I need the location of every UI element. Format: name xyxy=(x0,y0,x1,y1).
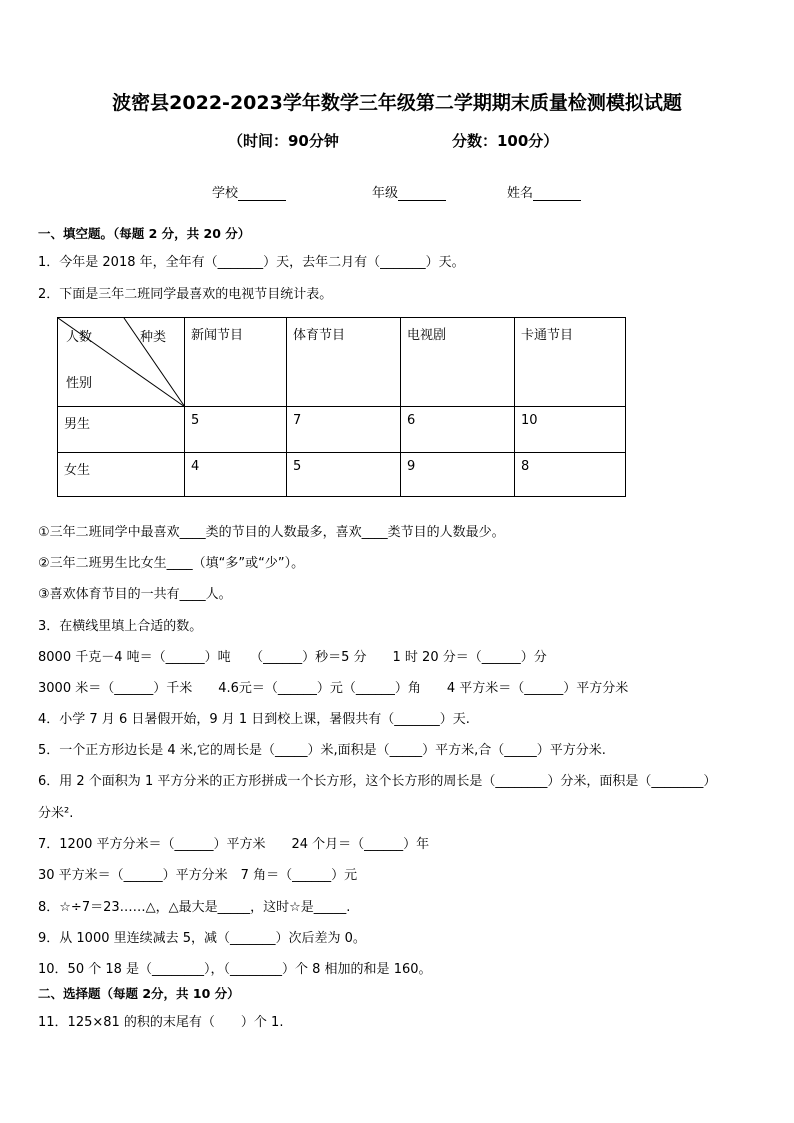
section-heading-fill: 一、填空题。（每题 2 分，共 20 分） xyxy=(38,226,251,241)
question-2-part-2: ②三年二班男生比女生____（填“多”或“少”）。 xyxy=(38,556,305,571)
table-cell: 7 xyxy=(287,407,401,453)
question-3-row-2: 3000 米＝（______）千米 4.6元＝（______）元（______）角 4 平方米＝（______）平方分米 xyxy=(38,681,629,696)
question-7-row-2: 30 平方米＝（______）平方分米 7 角＝（______）元 xyxy=(38,868,358,883)
row-label: 女生 xyxy=(58,453,185,497)
corner-label-count: 人数 xyxy=(66,330,93,345)
row-label: 男生 xyxy=(58,407,185,453)
table-cell: 9 xyxy=(401,453,515,497)
question-3: 3．在横线里填上合适的数。 xyxy=(38,619,203,634)
table-header: 电视剧 xyxy=(401,318,515,407)
section-heading-choice: 二、选择题（每题 2分，共 10 分） xyxy=(38,986,240,1001)
question-10: 10．50 个 18 是（________），（________）个 8 相加的和是 160。 xyxy=(38,962,432,977)
question-9: 9．从 1000 里连续减去 5，减（_______）次后差为 0。 xyxy=(38,931,366,946)
table-header: 卡通节目 xyxy=(515,318,626,407)
name-field[interactable] xyxy=(507,182,581,201)
question-6-cont: 分米². xyxy=(38,806,74,821)
table-row xyxy=(58,453,626,497)
school-label: 学校 xyxy=(212,186,239,201)
table-cell: 8 xyxy=(515,453,626,497)
question-1: 1．今年是 2018 年，全年有（_______）天，去年二月有（_______）天。 xyxy=(38,255,465,270)
question-2: 2．下面是三年二班同学最喜欢的电视节目统计表。 xyxy=(38,287,333,302)
school-field[interactable] xyxy=(212,182,286,201)
school-blank[interactable] xyxy=(238,188,286,201)
table-cell: 4 xyxy=(185,453,287,497)
table-cell: 5 xyxy=(185,407,287,453)
question-7: 7．1200 平方分米＝（______）平方米 24 个月＝（______）年 xyxy=(38,837,430,852)
question-6: 6．用 2 个面积为 1 平方分米的正方形拼成一个长方形，这个长方形的周长是（________）分米，面积是（________） xyxy=(38,774,717,789)
table-header: 新闻节目 xyxy=(185,318,287,407)
question-11: 11．125×81 的积的末尾有（ ）个 1. xyxy=(38,1015,284,1030)
question-2-part-3: ③喜欢体育节目的一共有____人。 xyxy=(38,587,232,602)
corner-label-gender: 性别 xyxy=(66,376,93,391)
question-3-row-1: 8000 千克－4 吨＝（______）吨 （______）秒＝5 分 1 时 20 分＝（______）分 xyxy=(38,650,547,665)
name-blank[interactable] xyxy=(533,188,581,201)
question-8: 8．☆÷7＝23……△，△最大是_____，这时☆是_____. xyxy=(38,900,351,915)
table-cell: 10 xyxy=(515,407,626,453)
grade-field[interactable] xyxy=(372,182,446,201)
question-4: 4．小学 7 月 6 日暑假开始，9 月 1 日到校上课，暑假共有（_______）天. xyxy=(38,712,470,727)
grade-label: 年级 xyxy=(372,186,399,201)
name-label: 姓名 xyxy=(507,186,534,201)
question-5: 5．一个正方形边长是 4 米,它的周长是（_____）米,面积是（_____）平方米,合（_____）平方分米. xyxy=(38,743,606,758)
tv-program-table xyxy=(57,317,626,497)
question-2-part-1: ①三年二班同学中最喜欢____类的节目的人数最多，喜欢____类节目的人数最少。 xyxy=(38,525,505,540)
corner-label-type: 种类 xyxy=(140,330,167,345)
table-header: 体育节目 xyxy=(287,318,401,407)
time-limit: （时间：90分钟 xyxy=(228,132,339,150)
total-score: 分数：100分） xyxy=(452,132,559,150)
page-title: 波密县2022-2023学年数学三年级第二学期期末质量检测模拟试题 xyxy=(112,92,682,114)
grade-blank[interactable] xyxy=(398,188,446,201)
table-row xyxy=(58,407,626,453)
table-cell: 6 xyxy=(401,407,515,453)
table-corner-cell xyxy=(58,318,185,407)
table-cell: 5 xyxy=(287,453,401,497)
